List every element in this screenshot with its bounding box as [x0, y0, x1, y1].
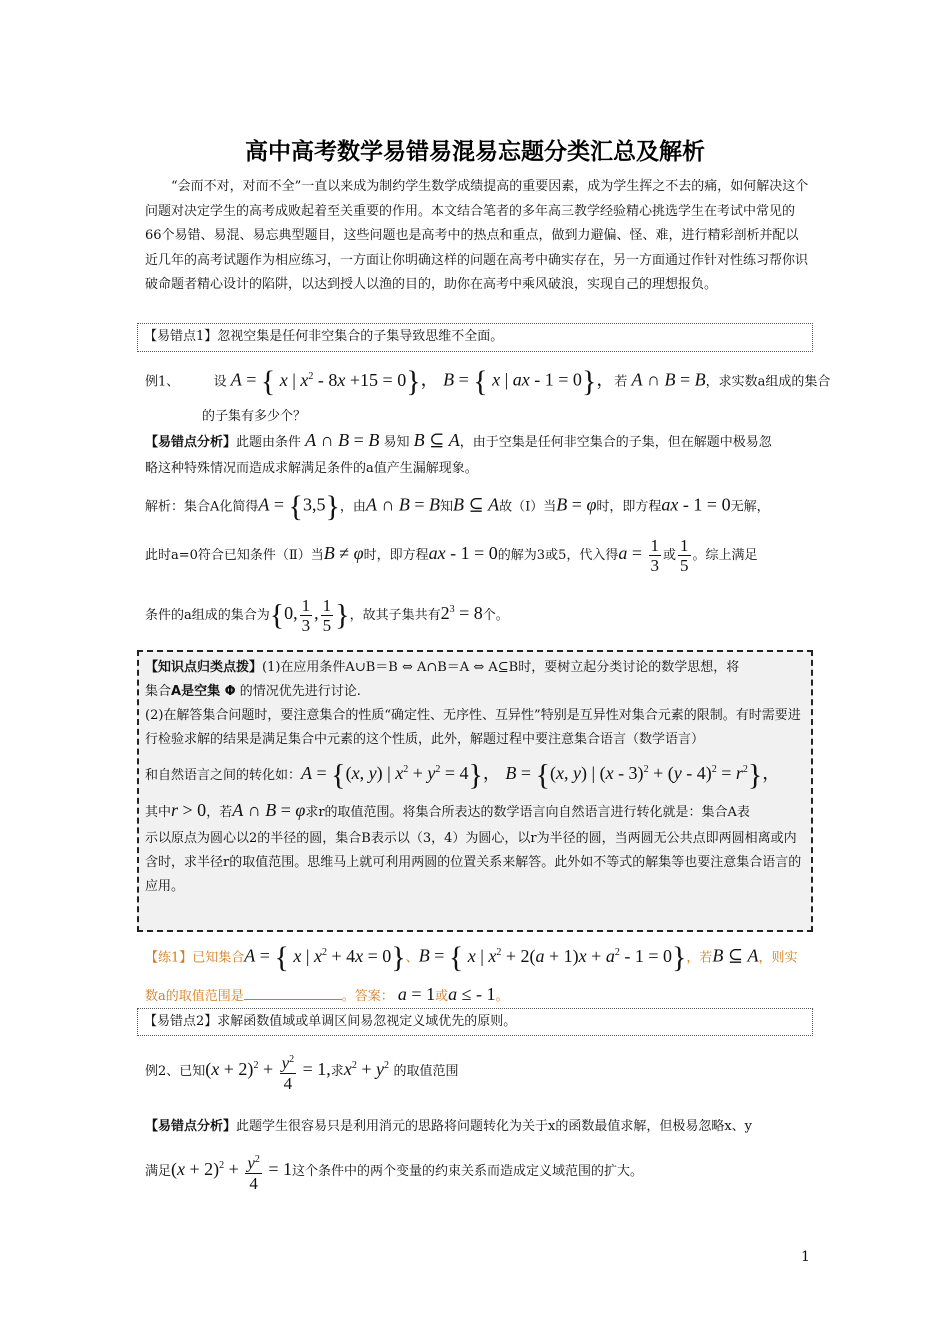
kp-line-1: 【知识点归类点拨】(1)在应用条件A∪B＝B ⇔ A∩B＝A ⇔ A⊆B时，要树立起分类讨论的数学思想，将	[145, 660, 740, 675]
solution-line-1: 解析：集合A化简得A = {3,5}，由A ∩ B = B知B ⊆ A故（Ⅰ）当B = φ时，即方程ax - 1 = 0无解，	[145, 490, 770, 523]
kp-line-6: 示以原点为圆心以2的半径的圆，集合B表示以（3，4）为圆心，以r为半径的圆，当两圆无公共点即两圆相离或内含时，求半径r的取值范围。思维马上就可利用两圆的位置关系来解答。此外如不等式的解集等也要注意集合语言的应用。	[145, 831, 802, 894]
error-point-2-box	[137, 1008, 813, 1036]
kp-line-2: 集合A是空集 Φ 的情况优先进行讨论.	[145, 684, 361, 699]
example-1-continued: 的子集有多少个？	[202, 409, 307, 424]
example-1-label: 例1、	[145, 374, 180, 390]
example-1-line: 例1、 设 A = { x | $x^2 - 8x +15 = 0$}， B = { x | ax - 1 = 0}，若 A ∩ B = B，求实数a组成的集合	[145, 365, 831, 398]
page-number: 1	[801, 1249, 810, 1265]
error-point-1-text: 【易错点1】忽视空集是任何非空集合的子集导致思维不全面。	[144, 329, 504, 344]
solution-line-2: 此时a=0符合已知条件（Ⅱ）当B ≠ φ时，即方程ax - 1 = 0的解为3或5，代入得a = $\frac{1}{3}$ 或 $\frac{1}{5}$ 。综上满足	[145, 536, 758, 575]
analysis-2-line-1: 【易错点分析】此题学生很容易只是利用消元的思路将问题转化为关于x的函数最值求解，但极易忽略x、y	[145, 1119, 753, 1134]
kp-line-3: (2)在解答集合问题时，要注意集合的性质“确定性、无序性、互异性”特别是互异性对集合元素的限制。有时需要进行检验求解的结果是满足集合中元素的这个性质，此外，解题过程中要注意集合语言（数学语言）	[145, 708, 801, 747]
answer-blank	[244, 999, 342, 1000]
error-point-2-text: 【易错点2】求解函数值域或单调区间易忽视定义域优先的原则。	[144, 1014, 517, 1029]
analysis-2-line-2: 满足$(x + 2)^2$ + $\frac{y^2}{4}$ = 1这个条件中的两个变量的约束关系而造成定义域范围的扩大。	[145, 1150, 643, 1193]
knowledge-point-box	[137, 650, 813, 932]
practice-1-line-2: 数a的取值范围是 。答案： a = 1或a ≤ - 1。	[145, 984, 509, 1004]
example-2-line: 例2、已知$(x + 2)^2$ + $\frac{y^2}{4}$ = 1,求$x^2 + y^2$ 的取值范围	[145, 1050, 458, 1093]
analysis-1-line-1: 【易错点分析】此题由条件 A ∩ B = B 易知 B ⊆ A，由于空集是任何非空集合的子集，但在解题中极易忽	[145, 430, 772, 450]
practice-1-line-1: 【练1】已知集合A = { x | $x^2 + 4x = 0$}、B = { x | $x^2 + 2(a + 1)x + a^2 - 1 = 0$}，若B ⊆ A，则实	[145, 941, 798, 974]
solution-line-3: 条件的a组成的集合为{0, $\frac{1}{3}$ , $\frac{1}{5}$ }，故其子集共有$2^3 = 8$个。	[145, 596, 509, 635]
kp-line-5: 其中r > 0，若A ∩ B = φ求r的取值范围。将集合所表达的数学语言向自然语言进行转化就是：集合A表	[145, 800, 750, 820]
page-title: 高中高考数学易错易混易忘题分类汇总及解析	[245, 139, 705, 165]
error-point-1-box	[137, 323, 813, 352]
kp-line-4: 和自然语言之间的转化如：A = {(x, y) | $x^2 + y^2 = 4$}， B = {(x, y) | $(x - 3)^2 + (y - 4)^2 = r^2$}，	[145, 758, 781, 792]
analysis-1-line-2: 略这种特殊情况而造成求解满足条件的a值产生漏解现象。	[145, 461, 478, 476]
intro-paragraph: “会而不对，对而不全”一直以来成为制约学生数学成绩提高的重要因素，成为学生挥之不去的痛，如何解决这个问题对决定学生的高考成败起着至关重要的作用。本文结合笔者的多年高三教学经验精心挑选学生在考试中常见的66个易错、易混、易忘典型题目，这些问题也是高考中的热点和重点，做到力避偏、怪、难，进行精彩剖析并配以近几年的高考试题作为相应练习，一方面让你明确这样的问题在高考中确实存在，另一方面通过作针对性练习帮你识破命题者精心设计的陷阱，以达到授人以渔的目的，助你在高考中乘风破浪，实现自己的理想报负。	[145, 179, 809, 293]
